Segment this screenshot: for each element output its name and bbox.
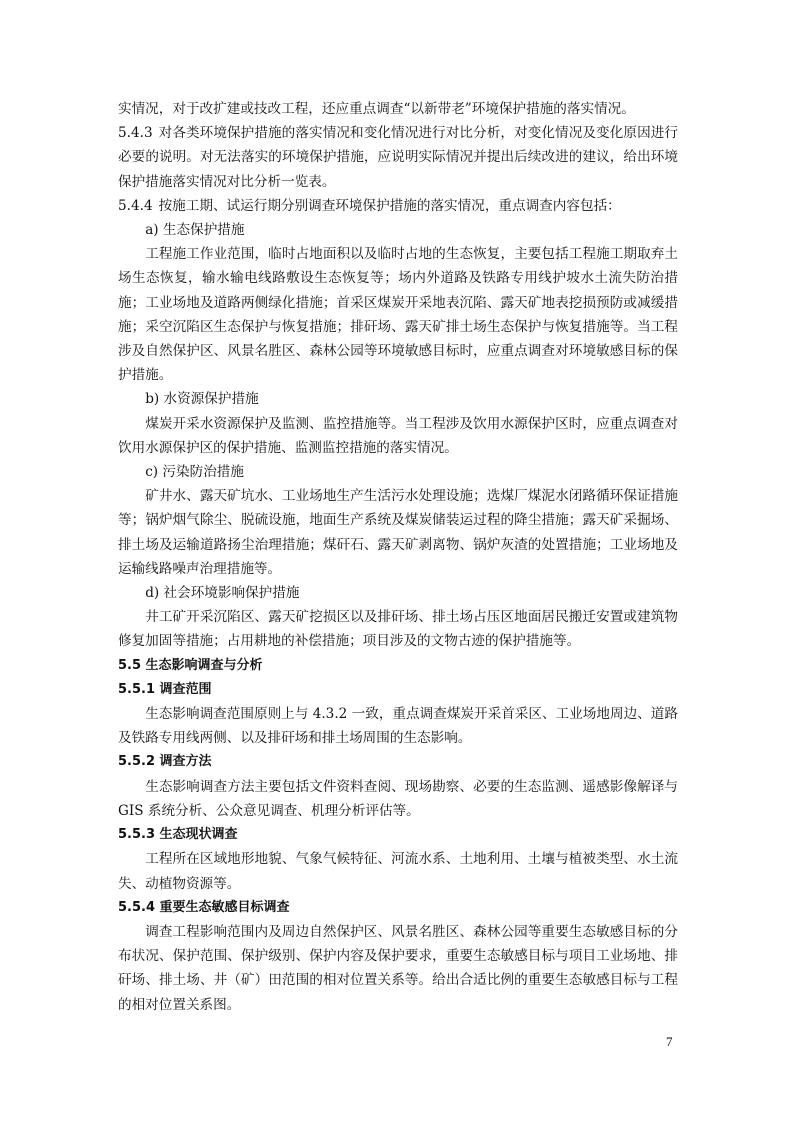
section-heading-5-5-2: 5.5.2 调查方法 bbox=[118, 754, 212, 770]
section-heading-5-5-4: 5.5.4 重要生态敏感目标调查 bbox=[118, 899, 290, 915]
section-heading-5-5: 5.5 生态影响调查与分析 bbox=[118, 657, 263, 673]
clause-number: 5.4.3 bbox=[118, 125, 153, 142]
clause-5-4-4 bbox=[118, 194, 678, 218]
clause-number: 5.4.4 bbox=[118, 197, 153, 214]
section-text-5-5-1: 生态影响调查范围原则上与 4.3.2 一致，重点调查煤炭开采首采区、工业场地周边、道路及铁路专用线两侧、以及排矸场和排土场周围的生态影响。 bbox=[118, 706, 678, 747]
section-text-5-5-4: 调查工程影响范围内及周边自然保护区、风景名胜区、森林公园等重要生态敏感目标的分布状况、保护范围、保护级别、保护内容及保护要求，重要生态敏感目标与项目工业场地、排矸场、排土场、井（矿）田范围的相对位置关系等。给出合适比例的重要生态敏感目标与工程的相对位置关系图。 bbox=[118, 923, 678, 1013]
list-item-b-label: b) 水资源保护措施 bbox=[145, 391, 259, 408]
section-heading-5-5-1: 5.5.1 调查范围 bbox=[118, 681, 212, 697]
clause-5-4-3 bbox=[118, 121, 678, 194]
clause-text: 按施工期、试运行期分别调查环境保护措施的落实情况，重点调查内容包括： bbox=[158, 197, 621, 214]
paragraph-continuation: 实情况，对于改扩建或技改工程，还应重点调查“以新带老”环境保护措施的落实情况。 bbox=[118, 101, 635, 117]
clause-text: 对各类环境保护措施的落实情况和变化情况进行对比分析，对变化情况及变化原因进行必要的说明。对无法落实的环境保护措施，应说明实际情况并提出后续改进的建议，给出环境保护措施落实情况对比分析一览表。 bbox=[118, 125, 678, 190]
list-item-c-label: c) 污染防治措施 bbox=[145, 464, 244, 481]
page-number: 7 bbox=[666, 1034, 673, 1049]
document-body bbox=[118, 97, 678, 1017]
section-heading-5-5-3: 5.5.3 生态现状调查 bbox=[118, 827, 238, 843]
section-text-5-5-3: 工程所在区域地形地貌、气象气候特征、河流水系、土地利用、土壤与植被类型、水土流失、动植物资源等。 bbox=[118, 851, 678, 892]
list-item-d-label: d) 社会环境影响保护措施 bbox=[145, 585, 300, 602]
list-item-a-text: 工程施工作业范围，临时占地面积以及临时占地的生态恢复，主要包括工程施工期取弃土场生态恢复，输水输电线路敷设生态恢复等；场内外道路及铁路专用线护坡水土流失防治措施；工业场地及道路两侧绿化措施；首采区煤炭开采地表沉陷、露天矿地表挖损预防或减缓措施；采空沉陷区生态保护与恢复措施；排矸场、露天矿排土场生态保护与恢复措施等。当工程涉及自然保护区、风景名胜区、森林公园等环境敏感目标时，应重点调查对环境敏感目标的保护措施。 bbox=[118, 246, 678, 384]
list-item-c-text: 矿井水、露天矿坑水、工业场地生产生活污水处理设施；选煤厂煤泥水闭路循环保证措施等；锅炉烟气除尘、脱硫设施，地面生产系统及煤炭储装运过程的降尘措施；露天矿采掘场、排土场及运输道路扬尘治理措施；煤矸石、露天矿剥离物、锅炉灰渣的处置措施；工业场地及运输线路噪声治理措施等。 bbox=[118, 488, 678, 577]
list-item-d-text: 井工矿开采沉陷区、露天矿挖损区以及排矸场、排土场占压区地面居民搬迁安置或建筑物修复加固等措施；占用耕地的补偿措施；项目涉及的文物古迹的保护措施等。 bbox=[118, 609, 678, 650]
list-item-a-label: a) 生态保护措施 bbox=[145, 222, 245, 239]
section-text-5-5-2: 生态影响调查方法主要包括文件资料查阅、现场勘察、必要的生态监测、遥感影像解译与 GIS 系统分析、公众意见调查、机理分析评估等。 bbox=[118, 778, 678, 819]
list-item-b-text: 煤炭开采水资源保护及监测、监控措施等。当工程涉及饮用水源保护区时，应重点调查对饮用水源保护区的保护措施、监测监控措施的落实情况。 bbox=[118, 415, 678, 456]
